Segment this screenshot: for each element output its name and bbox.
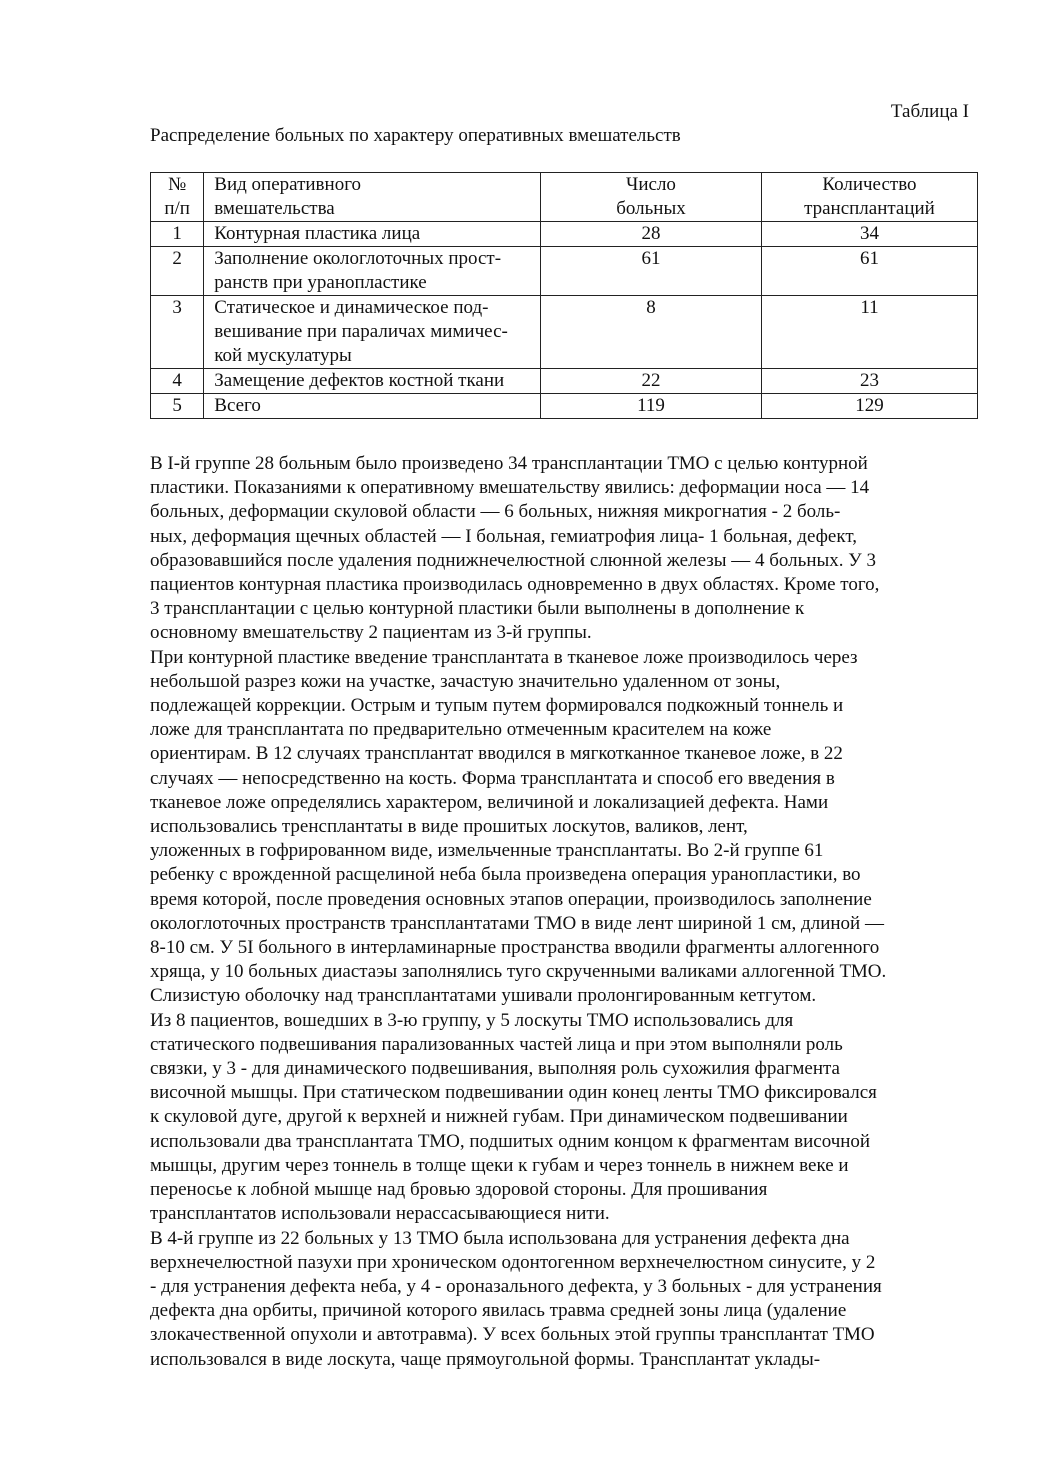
operations-table: [150, 172, 978, 419]
cell-patients: 22: [541, 369, 762, 394]
body-text-line: верхнечелюстной пазухи при хроническом одонтогенном верхнечелюстном синусите, у 2: [150, 1251, 876, 1273]
cell-operation-type: [204, 247, 541, 296]
cell-transplants: 11: [761, 296, 977, 369]
table-row: [151, 247, 978, 296]
column-header-line: Вид оперативного: [214, 174, 362, 195]
column-header-line: Количество: [822, 174, 917, 195]
column-header-line: Число: [626, 174, 676, 195]
cell-number: 1: [151, 222, 204, 247]
body-text-line: небольшой разрез кожи на участке, зачастую значительно удаленном от зоны,: [150, 670, 781, 692]
table-row: [151, 222, 978, 247]
column-header-number: [151, 173, 204, 222]
body-text-line: связки, у 3 - для динамического подвешивания, выполняя роль сухожилия фрагмента: [150, 1058, 840, 1080]
body-text-line: При контурной пластике введение трансплантата в тканевое ложе производилось через: [150, 646, 858, 668]
body-text-line: Из 8 пациентов, вошедших в 3-ю группу, у 5 лоскуты ТМО использовались для: [150, 1009, 794, 1031]
body-text-line: дефекта дна орбиты, причиной которого явилась травма средней зоны лица (удаление: [150, 1300, 847, 1322]
column-header-line: п/п: [164, 198, 190, 219]
cell-patients: 61: [541, 247, 762, 296]
body-text: [150, 452, 980, 1372]
table-label: Таблица I: [890, 101, 969, 122]
body-text-line: использовались тренсплантаты в виде прошитых лоскутов, валиков, лент,: [150, 816, 748, 838]
cell-operation-type: [204, 394, 541, 419]
body-text-line: Слизистую оболочку над трансплантатами ушивали пролонгированным кетгутом.: [150, 985, 817, 1007]
column-header-line: больных: [616, 198, 686, 219]
body-text-line: окологлоточных пространств трансплантатами ТМО в виде лент шириной 1 см, длиной —: [150, 912, 884, 934]
body-text-line: к скуловой дуге, другой к верхней и нижней губам. При динамическом подвешивании: [150, 1106, 848, 1128]
cell-text-line: Замещение дефектов костной ткани: [214, 370, 505, 391]
body-text-line: тканевое ложе определялись характером, величиной и локализацией дефекта. Нами: [150, 791, 829, 813]
body-text-line: В I-й группе 28 больным было произведено 34 трансплантации ТМО с целью контурной: [150, 453, 868, 474]
table-row: [151, 296, 978, 369]
body-text-line: подлежащей коррекции. Острым и тупым путем формировался подкожный тоннель и: [150, 695, 844, 717]
column-header-line: №: [168, 174, 187, 195]
cell-text-line: Всего: [214, 395, 261, 416]
cell-patients: 28: [541, 222, 762, 247]
column-header-line: вмешательства: [214, 198, 335, 219]
cell-transplants: 129: [761, 394, 977, 419]
cell-text-line: ранств при уранопластике: [214, 272, 427, 293]
cell-text-line: Статическое и динамическое под-: [214, 297, 489, 318]
body-text-line: височной мышцы. При статическом подвешивании один конец ленты ТМО фиксировался: [150, 1082, 877, 1104]
table-row: [151, 394, 978, 419]
body-text-line: В 4-й группе из 22 больных у 13 ТМО была использована для устранения дефекта дна: [150, 1227, 850, 1249]
cell-patients: 119: [541, 394, 762, 419]
table-row: [151, 369, 978, 394]
body-text-line: время которой, после проведения основных этапов операции, производилось заполнение: [150, 888, 872, 910]
cell-text-line: Заполнение окологлоточных прост-: [214, 248, 502, 269]
cell-transplants: 61: [761, 247, 977, 296]
body-text-line: ных, деформация щечных областей — I больная, гемиатрофия лица- 1 больная, дефект,: [150, 525, 857, 547]
column-header-line: трансплантаций: [804, 198, 935, 219]
cell-number: 4: [151, 369, 204, 394]
body-text-line: статического подвешивания парализованных частей лица и при этом выполняли роль: [150, 1033, 843, 1055]
cell-operation-type: [204, 296, 541, 369]
body-text-line: ориентирам. В 12 случаях трансплантат вводился в мягкотканное тканевое ложе, в 22: [150, 743, 843, 765]
body-text-line: мышцы, другим через тоннель в толще щеки к губам и через тоннель в нижнем веке и: [150, 1154, 849, 1176]
body-text-line: уложенных в гофрированном виде, измельченные трансплантаты. Во 2-й группе 61: [150, 840, 824, 862]
body-text-line: использовали два трансплантата ТМО, подшитых одним концом к фрагментам височной: [150, 1130, 871, 1152]
cell-number: 5: [151, 394, 204, 419]
cell-number: 3: [151, 296, 204, 369]
body-text-line: трансплантатов использовали нерассасывающиеся нити.: [150, 1203, 610, 1225]
body-text-line: переносье к лобной мышце над бровью здоровой стороны. Для прошивания: [150, 1179, 768, 1201]
table-header-row: [151, 173, 978, 222]
body-text-line: пластики. Показаниями к оперативному вмешательству явились: деформации носа — 14: [150, 477, 870, 499]
body-text-line: использовался в виде лоскута, чаще прямоугольной формы. Трансплантат уклады-: [150, 1348, 821, 1370]
cell-transplants: 23: [761, 369, 977, 394]
body-text-line: ложе для трансплантата по предварительно отмеченным красителем на коже: [150, 719, 772, 741]
column-header-patients: [541, 173, 762, 222]
cell-patients: 8: [541, 296, 762, 369]
cell-operation-type: [204, 222, 541, 247]
body-text-line: злокачественной опухоли и автотравма). У всех больных этой группы трансплантат ТМО: [150, 1324, 875, 1346]
body-text-line: 8-10 см. У 5I больного в интерламинарные пространства вводили фрагменты аллогенного: [150, 937, 880, 959]
body-text-line: пациентов контурная пластика производилась одновременно в двух областях. Кроме того,: [150, 574, 880, 596]
column-header-operation-type: [204, 173, 541, 222]
cell-text-line: Контурная пластика лица: [214, 223, 421, 244]
body-text-line: образовавшийся после удаления поднижнечелюстной слюнной железы — 4 больных. У 3: [150, 549, 876, 571]
cell-text-line: вешивание при параличах мимичес-: [214, 321, 508, 342]
table-caption: Распределение больных по характеру оперативных вмешательств: [150, 125, 681, 146]
body-text-line: хряща, у 10 больных диастаэы заполнялись туго скрученными валиками аллогенной ТМО.: [150, 961, 887, 983]
body-text-line: - для устранения дефекта неба, у 4 - ороназального дефекта, у 3 больных - для устранения: [150, 1275, 882, 1297]
body-text-line: случаях — непосредственно на кость. Форма трансплантата и способ его введения в: [150, 767, 835, 789]
column-header-transplants: [761, 173, 977, 222]
cell-number: 2: [151, 247, 204, 296]
body-text-line: основному вмешательству 2 пациентам из 3-й группы.: [150, 622, 592, 644]
body-text-line: ребенку с врожденной расщелиной неба была произведена операция уранопластики, во: [150, 864, 861, 886]
cell-transplants: 34: [761, 222, 977, 247]
body-text-line: 3 трансплантации с целью контурной пластики были выполнены в дополнение к: [150, 598, 805, 620]
cell-text-line: кой мускулатуры: [214, 345, 352, 366]
body-text-line: больных, деформации скуловой области — 6 больных, нижняя микрогнатия - 2 боль-: [150, 501, 841, 523]
cell-operation-type: [204, 369, 541, 394]
